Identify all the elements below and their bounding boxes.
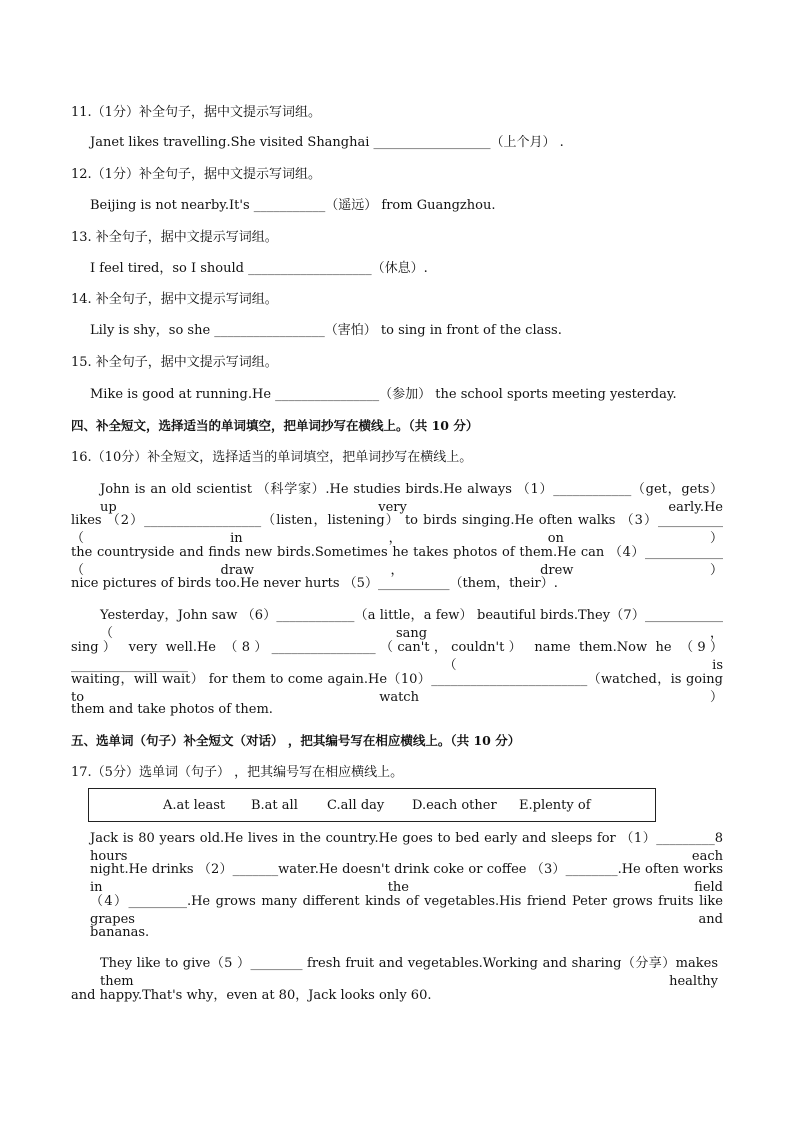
q16-heading: 16.（10分）补全短文，选择适当的单词填空，把单词抄写在横线上。 bbox=[71, 450, 473, 465]
q15-sentence: Mike is good at running.He ________________（参加） the school sports meeting yesterday. bbox=[90, 387, 677, 402]
word-bank-box bbox=[88, 788, 656, 822]
q11-sentence: Janet likes travelling.She visited Shanghai __________________（上个月） . bbox=[90, 135, 564, 150]
q16-passage-line: nice pictures of birds too.He never hurts （5）___________（them，their）. bbox=[71, 576, 558, 591]
q17-passage-line: bananas. bbox=[90, 925, 150, 940]
word-bank-option: B.at all bbox=[251, 798, 298, 813]
q14-heading: 14. 补全句子，据中文提示写词组。 bbox=[71, 292, 278, 307]
q16-passage-line: them and take photos of them. bbox=[71, 702, 273, 717]
q17-passage-line: night.He drinks （2）_______water.He doesn't drink coke or coffee （3）________.He often works in the field bbox=[90, 862, 723, 895]
q16-passage-line: John is an old scientist （科学家）.He studies birds.He always （1）____________（get，gets） up very early.He bbox=[100, 482, 723, 515]
q15-heading: 15. 补全句子，据中文提示写词组。 bbox=[71, 355, 278, 370]
word-bank-option: C.all day bbox=[327, 798, 385, 813]
section5-title: 五、选单词（句子）补全短文（对话） ，把其编号写在相应横线上。（共 10 分） bbox=[71, 733, 521, 748]
q17-passage-line: （4）_________.He grows many different kinds of vegetables.His friend Peter grows fruits like grapes and bbox=[90, 894, 723, 927]
q16-passage-line: likes （2）__________________（listen，listening） to birds singing.He often walks （3）__________（in，on） bbox=[71, 513, 723, 546]
q16-passage-line: sing） very well.He （8）________________（can't，couldn't） name them.Now he （9）__________________（is bbox=[71, 640, 723, 673]
q13-sentence: I feel tired，so I should ___________________（休息）. bbox=[90, 261, 428, 276]
q13-heading: 13. 补全句子，据中文提示写词组。 bbox=[71, 230, 278, 245]
q12-sentence: Beijing is not nearby.It's ___________（遥远） from Guangzhou. bbox=[90, 198, 496, 213]
q17-passage-line: They like to give（5 ）________ fresh fruit and vegetables.Working and sharing（分享）makes them healthy bbox=[100, 956, 718, 989]
q17-passage-line: Jack is 80 years old.He lives in the country.He goes to bed early and sleeps for （1）_________8 hours each bbox=[90, 831, 723, 864]
q14-sentence: Lily is shy，so she _________________（害怕） to sing in front of the class. bbox=[90, 323, 562, 338]
word-bank-option: A.at least bbox=[163, 798, 226, 813]
q16-passage-line: waiting，will wait） for them to come again.He（10）________________________（watched，is going to watch） bbox=[71, 672, 723, 705]
word-bank-option: E.plenty of bbox=[519, 798, 591, 813]
q16-passage-line: the countryside and finds new birds.Sometimes he takes photos of them.He can （4）____________（draw，drew） bbox=[71, 545, 723, 578]
q11-heading: 11.（1分）补全句子，据中文提示写词组。 bbox=[71, 105, 321, 120]
word-bank-option: D.each other bbox=[412, 798, 497, 813]
q16-passage-line: Yesterday，John saw （6）____________（a little，a few） beautiful birds.They（7）____________（sang， bbox=[100, 608, 723, 641]
section4-title: 四、补全短文，选择适当的单词填空，把单词抄写在横线上。（共 10 分） bbox=[71, 418, 479, 433]
q17-heading: 17.（5分）选单词（句子） ，把其编号写在相应横线上。 bbox=[71, 765, 404, 780]
q12-heading: 12.（1分）补全句子，据中文提示写词组。 bbox=[71, 167, 321, 182]
q17-passage-line: and happy.That's why，even at 80，Jack looks only 60. bbox=[71, 988, 432, 1003]
